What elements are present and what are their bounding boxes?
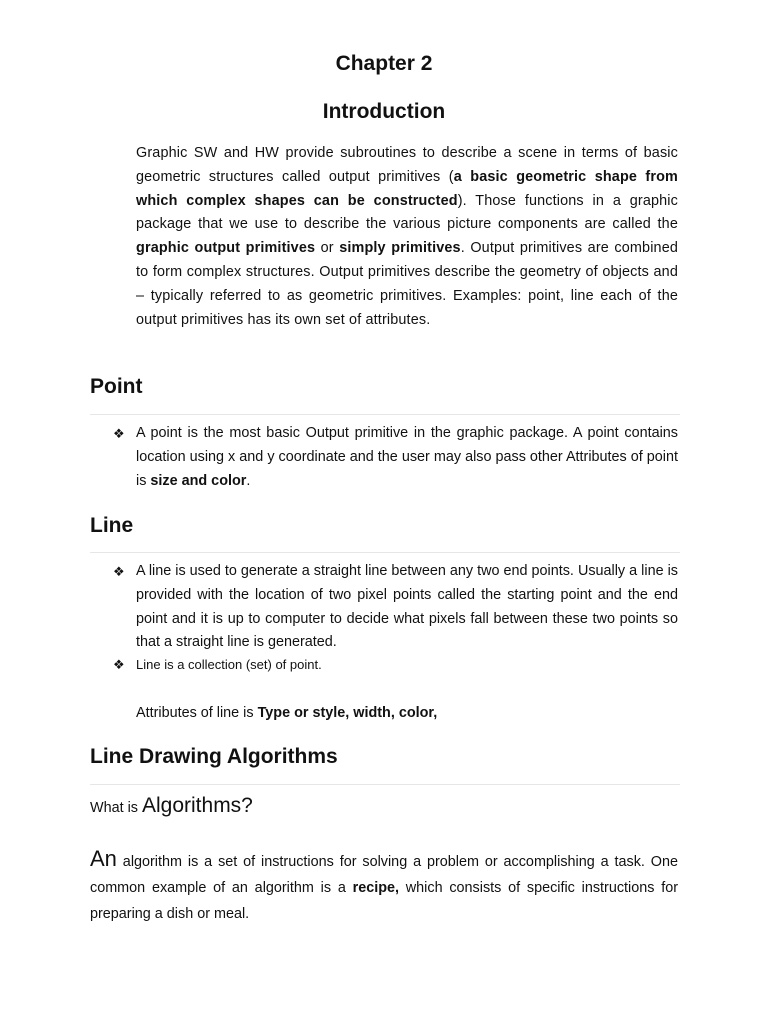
algo-text-2: which consists of specific instructions for preparing a dish or meal. — [90, 880, 679, 922]
what-is-algorithms — [90, 794, 253, 818]
divider — [90, 552, 680, 553]
point-bold-1: size and color — [150, 472, 247, 489]
heading-point: Point — [90, 375, 143, 398]
algo-text-1: algorithm is a set of instructions for solving a problem or accomplishing a task. One common example of an algorithm is a — [90, 854, 678, 896]
algorithm-definition-paragraph — [90, 846, 678, 927]
intro-bold-3: simply primitives — [339, 240, 461, 257]
intro-text-3: or — [315, 240, 340, 257]
algo-bold-1: recipe, — [352, 880, 400, 896]
what-is-big-text: Algorithms? — [141, 794, 253, 817]
chapter-title: Chapter 2 — [335, 52, 433, 75]
line-attr-text: Attributes of line is — [136, 705, 258, 721]
introduction-paragraph — [136, 142, 678, 332]
dropcap-text: An — [90, 846, 117, 871]
line-attr-bold: Type or style, width, color, — [257, 705, 438, 721]
intro-text-2: ). Those functions in a graphic package that we use to describe the various picture components are called the — [136, 192, 678, 233]
line-attributes — [136, 702, 437, 724]
divider — [90, 414, 680, 415]
line-bullet-1: A line is used to generate a straight line between any two end points. Usually a line is provided with the location of two pixel points called the starting point and the end point and it is up to computer to decide what pixels fall between these two points so that a straight line is generated. — [136, 563, 678, 651]
heading-line-drawing-algorithms: Line Drawing Algorithms — [90, 745, 338, 768]
point-bullet-text — [136, 422, 678, 493]
line-bullet-2: Line is a collection (set) of point. — [136, 657, 322, 672]
intro-bold-1: a basic geometric shape from which complex shapes can be constructed — [136, 168, 678, 209]
what-is-text: What is — [90, 800, 142, 816]
point-text-1: A point is the most basic Output primitive in the graphic package. A point contains location using x and y coordinate and the user may also pass other Attributes of point is — [136, 425, 678, 489]
intro-bold-2: graphic output primitives — [136, 240, 316, 257]
point-text-2: . — [246, 472, 251, 489]
intro-text-1: Graphic SW and HW provide subroutines to describe a scene in terms of basic geometric structures called output primitives ( — [136, 145, 678, 185]
diamond-bullet-icon: ❖ — [113, 564, 125, 579]
section-title-introduction: Introduction — [322, 100, 446, 123]
diamond-bullet-icon: ❖ — [113, 426, 125, 441]
divider — [90, 784, 680, 785]
heading-line: Line — [90, 514, 134, 537]
intro-text-4: . Output primitives are combined to form complex structures. Output primitives describe the geometry of objects and – typically referred to as geometric primitives. Examples: point, line each of the output primitives has its own set of attributes. — [136, 240, 678, 328]
diamond-bullet-icon: ❖ — [113, 657, 125, 672]
